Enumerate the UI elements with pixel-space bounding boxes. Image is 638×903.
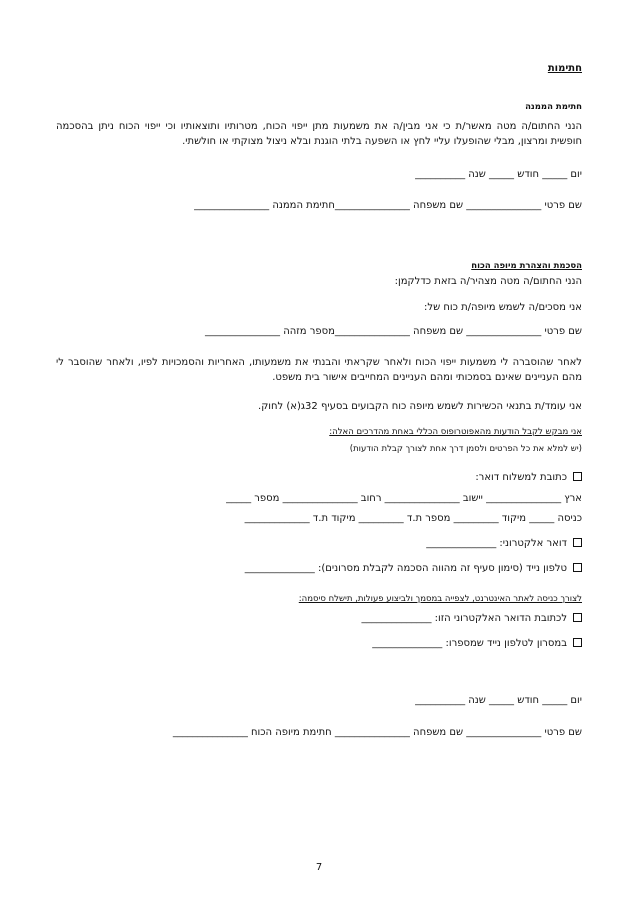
email-option-label[interactable]: דואר אלקטרוני: ______________ xyxy=(426,538,567,549)
site-email-checkbox[interactable] xyxy=(573,613,582,622)
attorney-agree: אני מסכים/ה לשמש מיופה/ת כוח של: xyxy=(424,302,582,313)
sms-option-label[interactable]: טלפון נייד (סימון סעיף זה מהווה הסכמה לקבלת מסרונים): ______________ xyxy=(244,563,567,574)
site-sms-checkbox[interactable] xyxy=(573,638,582,647)
updates-request: אני מבקש לקבל הודעות מהאפוטרופוס הכללי באחת מהדרכים האלה: xyxy=(329,427,582,437)
site-email-label[interactable]: לכתובת הדואר האלקטרוני הזו: ______________ xyxy=(361,613,567,624)
site-email-option xyxy=(361,612,582,625)
attorney-signature-line[interactable]: שם פרטי _______________ שם משפחה _______________ חתימת מיופה הכוח _______________ xyxy=(172,727,582,738)
attorney-intro: הנני החתום/ה מטה מצהיר/ה בזאת כדלקמן: xyxy=(394,276,582,287)
mail-option xyxy=(475,471,582,484)
email-option xyxy=(426,537,582,550)
address-line-2[interactable]: כניסה _____ מיקוד _________ מספר ת.ד _________ מיקוד ת.ד _____________ xyxy=(244,513,582,524)
tenant-signature-title: חתימת הממנה xyxy=(525,102,582,112)
date-line-1[interactable]: יום _____ חודש _____ שנה __________ xyxy=(415,169,582,180)
tenant-signature-line[interactable]: שם פרטי _______________ שם משפחה _______________חתימת הממנה _______________ xyxy=(194,200,582,211)
updates-note: (יש למלא את כל הפרטים ולסמן דרך אחת לצורך קבלת הודעות) xyxy=(349,444,582,454)
mail-checkbox[interactable] xyxy=(573,472,582,481)
attorney-qualification: אני עומד/ת בתנאי הכשירות לשמש מיופה כוח הקבועים בסעיף 32ג(א) לחוק. xyxy=(258,401,582,412)
email-checkbox[interactable] xyxy=(573,538,582,547)
site-entry-title: לצורך כניסה לאתר האינטרנט, לצפייה במסמך ולביצוע פעולות, תישלח סיסמה: xyxy=(298,594,582,604)
site-sms-label[interactable]: במסרון לטלפון נייד שמספרו: ______________ xyxy=(372,638,567,649)
site-sms-option xyxy=(372,637,582,650)
page-number: 7 xyxy=(315,862,323,873)
date-line-2[interactable]: יום _____ חודש _____ שנה __________ xyxy=(415,695,582,706)
sms-option xyxy=(245,562,582,575)
tenant-declaration: הנני החתום/ה מטה מאשר/ת כי אני מבין/ה את משמעות מתן ייפוי הכוח, מטרותיו ותוצאותיו וכי ייפוי הכוח ניתן בהסכמה חופשית ומרצון, מבלי שהופעלו עליי לחץ או השפעה בלתי הוגנת ובלא ניצול מצוקתי או חולשתי. xyxy=(56,121,582,147)
mail-option-label: כתובת למשלוח דואר: xyxy=(475,472,567,483)
section-heading: חתימות xyxy=(547,63,582,74)
attorney-explanation: לאחר שהוסברה לי משמעות ייפוי הכוח ולאחר שקראתי והבנתי את משמעותו, האחריות והסמכויות לפיו, ולאחר שהוסבר לי מהם העניינים שאינם בסמכותי ומהם העניינים המחייבים אישור בית משפט. xyxy=(56,357,582,383)
sms-checkbox[interactable] xyxy=(573,563,582,572)
attorney-details-line[interactable]: שם פרטי _______________ שם משפחה _______________מספר מזהה _______________ xyxy=(205,326,582,337)
attorney-section-title: הסכמת והצהרת מיופה הכוח xyxy=(471,261,582,271)
address-line-1[interactable]: ארץ _______________ יישוב _______________ רחוב _______________ מספר _____ xyxy=(226,493,582,504)
